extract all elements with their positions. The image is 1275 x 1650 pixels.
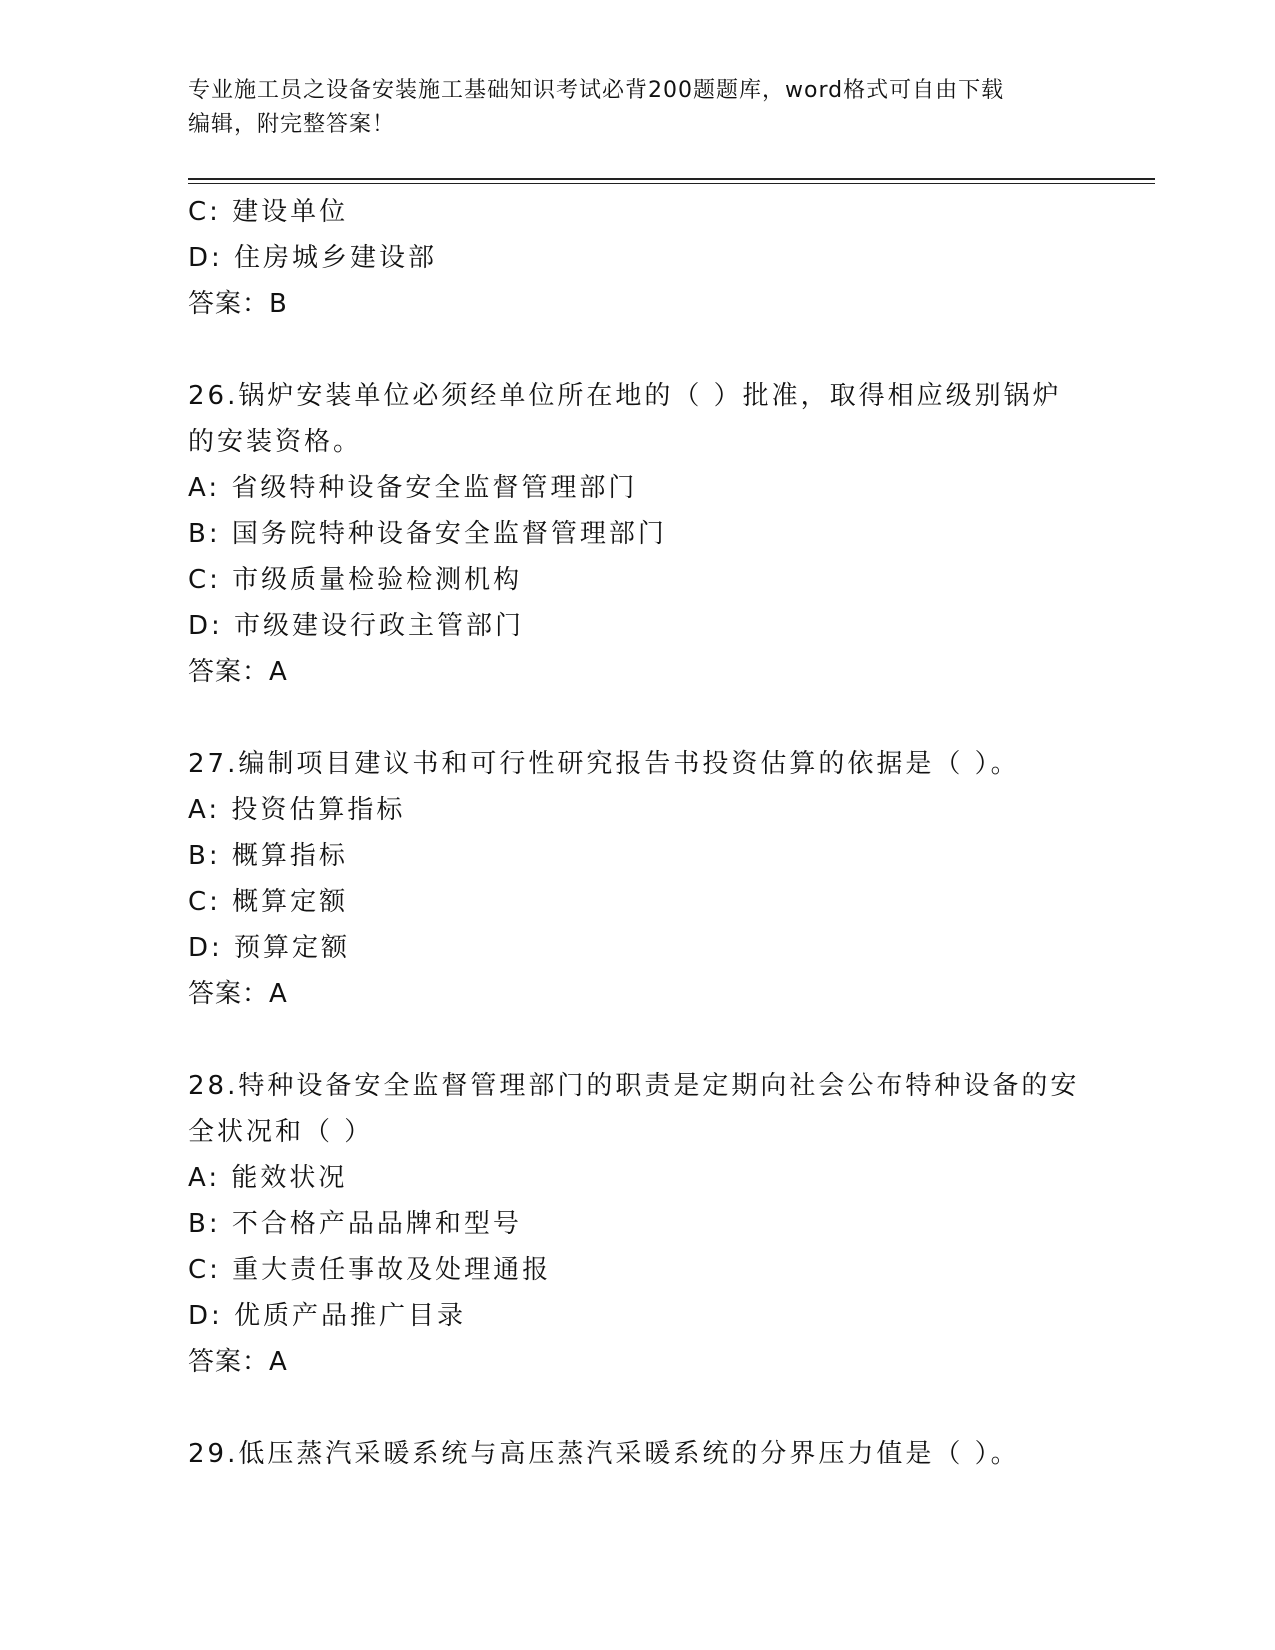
spacer <box>188 1017 1088 1063</box>
document-header <box>188 74 1088 142</box>
spacer <box>188 1385 1088 1431</box>
question-list <box>188 189 1088 1477</box>
spacer <box>188 327 1088 373</box>
question-26-text-cont: 的安装资格。 <box>188 427 363 457</box>
q28-option-c: C: 重大责任事故及处理通报 <box>188 1255 552 1285</box>
q28-option-b: B: 不合格产品品牌和型号 <box>188 1209 522 1239</box>
q27-option-c: C: 概算定额 <box>188 887 349 917</box>
q28-answer: 答案：A <box>188 1347 288 1377</box>
q26-option-c: C: 市级质量检验检测机构 <box>188 565 523 595</box>
option-c: C: 建设单位 <box>188 197 349 227</box>
header-title-line-1: 专业施工员之设备安装施工基础知识考试必背200题题库，word格式可自由下载 <box>188 78 1005 103</box>
question-29-text: 29.低压蒸汽采暖系统与高压蒸汽采暖系统的分界压力值是（ ）。 <box>188 1439 1020 1469</box>
q28-option-d: D: 优质产品推广目录 <box>188 1301 467 1331</box>
q27-option-b: B: 概算指标 <box>188 841 348 871</box>
q26-option-b: B: 国务院特种设备安全监督管理部门 <box>188 519 667 549</box>
header-divider <box>188 178 1155 184</box>
question-28-text-cont: 全状况和（ ） <box>188 1117 374 1147</box>
q26-answer: 答案：A <box>188 657 288 687</box>
spacer <box>188 695 1088 741</box>
answer-line: 答案：B <box>188 289 288 319</box>
header-title-line-2: 编辑，附完整答案！ <box>188 112 396 137</box>
q27-option-d: D: 预算定额 <box>188 933 351 963</box>
q27-option-a: A: 投资估算指标 <box>188 795 406 825</box>
q26-option-d: D: 市级建设行政主管部门 <box>188 611 525 641</box>
option-d: D: 住房城乡建设部 <box>188 243 438 273</box>
q26-option-a: A: 省级特种设备安全监督管理部门 <box>188 473 638 503</box>
question-28-text: 28.特种设备安全监督管理部门的职责是定期向社会公布特种设备的安 <box>188 1071 1080 1101</box>
q27-answer: 答案：A <box>188 979 288 1009</box>
q28-option-a: A: 能效状况 <box>188 1163 348 1193</box>
question-27-text: 27.编制项目建议书和可行性研究报告书投资估算的依据是（ ）。 <box>188 749 1020 779</box>
question-26-text: 26.锅炉安装单位必须经单位所在地的（ ）批准，取得相应级别锅炉 <box>188 381 1062 411</box>
